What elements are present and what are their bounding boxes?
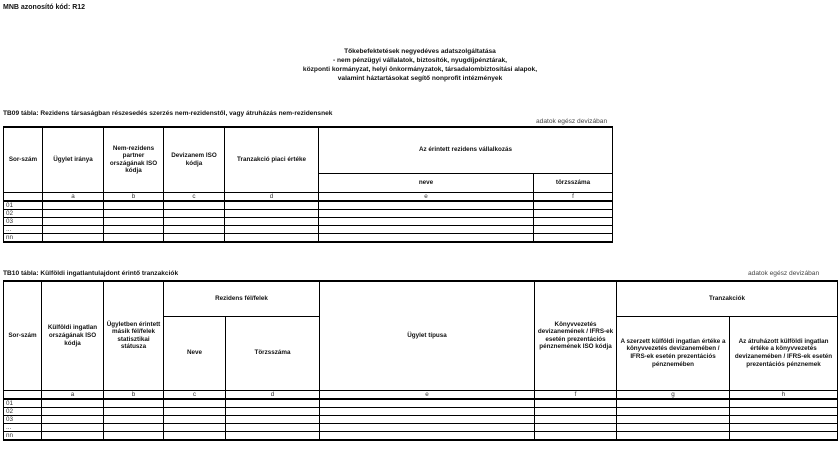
row-number: nn: [4, 234, 43, 243]
title-line: Tőkebefektetések negyedéves adatszolgáltatása: [344, 48, 496, 55]
tb09-header-sorszam: Sor-szám: [4, 127, 43, 192]
tb09-header-ugylet-iranya: Ügylet iránya: [43, 127, 104, 192]
tb09-code-row: [4, 192, 613, 201]
tb09-unit: adatok egész devizában: [536, 118, 608, 125]
tb09-code: a: [43, 192, 104, 201]
tb09-header-devizanem: Devizanem ISO kódja: [164, 127, 225, 192]
row-number: 03: [4, 415, 42, 423]
row-number: ...: [4, 423, 42, 431]
tb09-header-torzsszama: törzsszáma: [534, 173, 613, 192]
table-row: [4, 415, 838, 423]
table-row: [4, 201, 613, 210]
row-number: 02: [4, 210, 43, 218]
table-row: [4, 431, 838, 440]
title-line: központi kormányzat, helyi önkormányzatok, társadalombiztosítási alapok,: [302, 66, 538, 73]
tb09-header-neve: neve: [319, 173, 534, 192]
tb10-code: b: [104, 390, 164, 399]
table-row: [4, 399, 838, 408]
tb09-code: f: [534, 192, 613, 201]
tb10-code: a: [42, 390, 104, 399]
tb10-header-szerzett: A szerzett külföldi ingatlan értéke a könyvvezetés devizanemében / IFRS-ek esetén prezentációs pénznemében: [617, 316, 730, 390]
row-number: 01: [4, 201, 43, 210]
tb10-header-torzsszama: Törzsszáma: [226, 316, 320, 390]
tb10-header-neve: Neve: [164, 316, 226, 390]
tb09-title: TB09 tábla: Rezidens társaságban részesedés szerzés nem-rezidenstől, vagy átruházás nem-rezidensnek: [3, 110, 333, 117]
tb09-table: [3, 126, 613, 243]
table-row: [4, 226, 613, 234]
tb10-code: e: [320, 390, 535, 399]
row-number: 03: [4, 218, 43, 226]
tb10-code: h: [730, 390, 838, 399]
tb10-table: [3, 280, 838, 441]
tb10-header-rezidens-felek: Rezidens fél/felek: [164, 281, 320, 316]
tb09-code: b: [104, 192, 164, 201]
title-line: valamint háztartásokat segítő nonprofit intézmények: [337, 75, 503, 82]
table-row: [4, 218, 613, 226]
tb10-code: f: [535, 390, 617, 399]
tb10-header-kulfoldi: Külföldi ingatlan országának ISO kódja: [42, 281, 104, 390]
document-title: [0, 47, 840, 83]
tb10-header-atruhazott: Az átruházott külföldi ingatlan értéke a könyvvezetés devizanemében / IFRS-ek esetén prezentációs pénznemek: [730, 316, 838, 390]
row-number: nn: [4, 431, 42, 440]
tb10-header-sorszam: Sor-szám: [4, 281, 42, 390]
tb09-code: d: [225, 192, 319, 201]
tb10-code: d: [226, 390, 320, 399]
tb10-header-ugylet-tipusa: Ügylet típusa: [320, 281, 535, 390]
table-row: [4, 423, 838, 431]
tb10-code-row: [4, 390, 838, 399]
tb09-code: c: [164, 192, 225, 201]
table-row: [4, 234, 613, 243]
tb10-header-konyvvezetes: Könyvvezetés devizanemének / IFRS-ek esetén prezentációs pénznemének ISO kódja: [535, 281, 617, 390]
tb10-unit: adatok egész devizában: [748, 270, 820, 277]
row-number: 01: [4, 399, 42, 408]
tb10-title: TB10 tábla: Külföldi ingatlantulajdont érintő tranzakciók: [3, 270, 179, 277]
row-number: 02: [4, 407, 42, 415]
tb09-header-erintett: Az érintett rezidens vállalkozás: [319, 127, 613, 173]
tb10-header-tranzakciok: Tranzakciók: [617, 281, 838, 316]
tb09-header-tranzakcio: Tranzakció piaci értéke: [225, 127, 319, 192]
tb09-header-nem-rezidens: Nem-rezidens partner országának ISO kódja: [104, 127, 164, 192]
tb10-code: g: [617, 390, 730, 399]
tb10-header-ugyletben: Ügyletben érintett másik fél/felek statisztikai státusza: [104, 281, 164, 390]
title-line: - nem pénzügyi vállalatok, biztosítók, nyugdíjpénztárak,: [332, 57, 508, 64]
table-row: [4, 210, 613, 218]
mnb-code: MNB azonosító kód: R12: [3, 4, 86, 11]
tb09-code: e: [319, 192, 534, 201]
tb10-code: c: [164, 390, 226, 399]
row-number: ...: [4, 226, 43, 234]
table-row: [4, 407, 838, 415]
